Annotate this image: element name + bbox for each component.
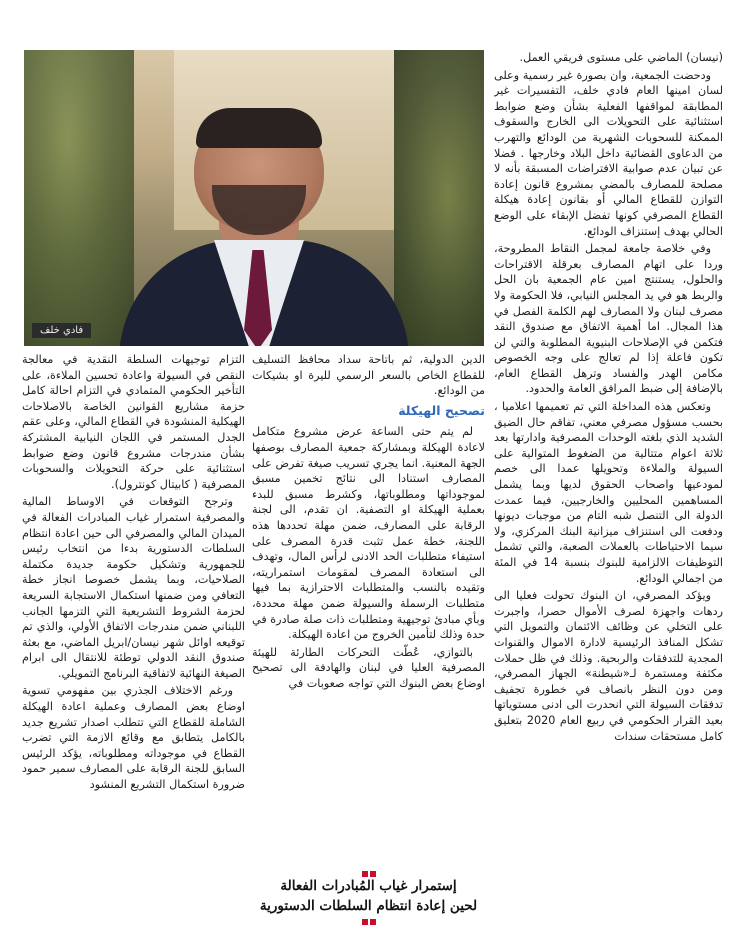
foliage-left [24,50,134,346]
pull-quote-line: لحين إعادة انتظام السلطات الدستورية [259,898,478,914]
quote-ornament-top [252,868,485,876]
article-column-right [494,50,723,930]
portrait-photo [24,50,484,346]
paragraph: التزام توجيهات السلطة النقدية في معالجة النقص في السيولة واعادة تحسين الملاءة، على التأخير الحكومي المتمادي في التزام احالة كامل حزمة مشاريع القوانين الخاصة بالاصلاحات الهيكلية المنشودة في القطاع المالي، وعلى عقم الجدل المستمر في اللجان النيابية المشتركة بشأن مندرجات مشروع قانون وضع ضوابط استثنائية على حركة التحويلات والسحوبات المصرفية ( كابيتال كونترول). [22,353,245,491]
paragraph: الدين الدولية، ثم باتاحة سداد محافظ التسليف للقطاع الخاص بالسعر الرسمي لليرة او بشيكات من الودائع. [252,353,485,398]
photo-caption: فادي خلف [32,323,91,338]
paragraph: (نيسان) الماضي على مستوى فريقي العمل. [519,51,723,64]
paragraph: وترجح التوقعات في الاوساط المالية والمصرفية استمرار غياب المبادرات الفعالة في الميدان المالي والمصرفي الى حين اعادة انتظام السلطات الدستورية بدءا من انتخاب رئيس للجمهورية وتشكيل حكومة جديدة مكتملة الصلاحيات، وبما يشمل خصوصا انجاز خطة التعافي ومن ضمنها استكمال الاستجابة السريعة لحزمة الشروط التشريعية التي التزمها الجانب اللبناني ضمن مندرجات الاتفاق الأولي، والذي تم توقيعه اوائل شهر نيسان/ابريل الماضي، مع بعثة صندوق النقد الدولي توطئة للانتقال الى ابرام الصيغة النهائية لاتفاقية البرنامج التمويلي. [22,495,245,680]
paragraph: لم يتم حتى الساعة عرض مشروع متكامل لاعادة الهيكلة وبمشاركة جمعية المصارف بوصفها الجهة المعنية. انما يجري تسريب صيغة تفرض على المصارف استنادا الى نتائج تخمين مسبق لموجوداتها ومطلوباتها، وكشرط مسبق للبدء بعملية الهيكلة او التصفية. ان تقدم، الى لجنة الرقابة على المصارف، ضمن مهلة تحددها هذه اللجنة، خطة عمل تثبت قدرة المصرف على استيفاء متطلبات الحد الادنى لرأس المال، وتهدف الى استعادة المصرف لمقومات استمراريته، وتقيده بالنسب والمتطلبات الاحترازية بما فيها متطلبات الرسملة والسيولة ضمن مهلة محددة، وبأي مبادئ توجيهية ومتطلبات ذات صلة صادرة في حدة وذلك لتأمين الخروج من اعادة الهيكلة. [252,425,485,642]
section-subheading: تصحيح الهيكلة [398,402,485,418]
paragraph: بالتوازي، عُطّت التحركات الطارئة للهيئة المصرفية العليا في لبنان والهادفة الى تصحيح اوضاع بعض البنوك التي تواجه صعوبات في [252,645,485,690]
paragraph: وتعكس هذه المداخلة التي تم تعميمها اعلاميا ، بحسب مسؤول مصرفي معني، تفاقم حال الضيق الشديد الذي بلغته الوحدات المصرفية وادارتها بعد ثلاثة اعوام متتالية من الضغوط المتوالية على السيولة والملاءة وتحويلها عمدا الى خصم لمودعيها واصحاب الحقوق لديها وبما يشمل المساهمين المحليين والخارجيين، فيما عمدت الدولة الى التنصل شبه التام من موجبات ديونها ودفعت الى استنزاف ميزانية البنك المركزي، ولا سيما الاحتياطات بالعملات الصعبة، والتي تشمل التوظيفات الالزامية للبنوك بنسبة 14 في المئة من اجمالي الودائع. [494,400,723,585]
foliage-right [394,50,484,346]
quote-ornament-bottom [252,916,485,924]
paragraph: ورغم الاختلاف الجذري بين مفهومي تسوية اوضاع بعض المصارف وعملية اعادة الهيكلة الشاملة للقطاع التي تتطلب اصدار تشريع جديد بالكامل يتطابق مع وقائع الازمة التي تضرب القطاع في موجوداته ومطلوباته، يؤكد الرئيس السابق للجنة الرقابة على المصارف سمير حمود ضرورة استكمال التشريع المنشود [22,684,245,792]
pull-quote [252,868,485,924]
paragraph: ودحضت الجمعية، وان بصورة غير رسمية وعلى لسان امينها العام فادي خلف، التفسيرات غير المطابقة لمواقفها الفعلية بشأن وضع ضوابط استثنائية على التحويلات الى الخارج والسقوف الممكنة للسحوبات الشهرية من الودائع والتهرب من الدعاوى القضائية داخل البلاد وخارجها . فضلا عن تبيان عدم صوابية الافتراضات المسبقة بأنه لا مصلحة للمصارف بالمضي بمشروع قانون إعادة التوازن للقطاع المالي أو بقانون إعادة هيكلة القطاع المصرفي كونها تفضل الإبقاء على الوضع الحالي بهدف إستنزاف الودائع. [494,68,723,238]
article-column-middle [252,352,485,852]
article-column-left [22,352,245,930]
paragraph: وفي خلاصة جامعة لمجمل النقاط المطروحة، وردا على اتهام المصارف بعرقلة الاقتراحات والحلول، يستنتج امين عام الجمعية بان الحل والربط هو في يد المجلس النيابي، فلا الحكومة ولا مصرف لبنان ولا المصارف لهم الكلمة الفصل في هذا المجال. اما أهمية الاتفاق مع صندوق النقد فتكمن في الإصلاحات البنيوية المطلوبة والتي لن تكون فاعلة إذا لم تعالج على وجه الخصوص مكامن الهدر والفساد وترهل القطاع العام، بالإضافة إلى ضبط المرافق العامة والحدود. [494,242,723,396]
hair [196,108,322,148]
paragraph: ويؤكد المصرفي، ان البنوك تحولت فعليا الى ردهات واجهزة لصرف الأموال حصرا، واجبرت على التخلي عن وظائف الائتمان والتمويل التي تشكل المنافذ الرئيسية لادارة الاموال والقنوات المجدية للتدفقات والربحية. وذلك في ظل حملات مكثفة ومستمرة لـ«شيطنة» الجهاز المصرفي، ومن دون النظر بانصاف في خطورة تجفيف تدفقات السيولة التي انحدرت الى ادنى مستوياتها بعيد القرار الحكومي في ربيع العام 2020 بتعليق كامل مستحقات سندات [494,589,723,743]
pull-quote-line: إستمرار غياب المُبادرات الفعالة [280,878,457,894]
